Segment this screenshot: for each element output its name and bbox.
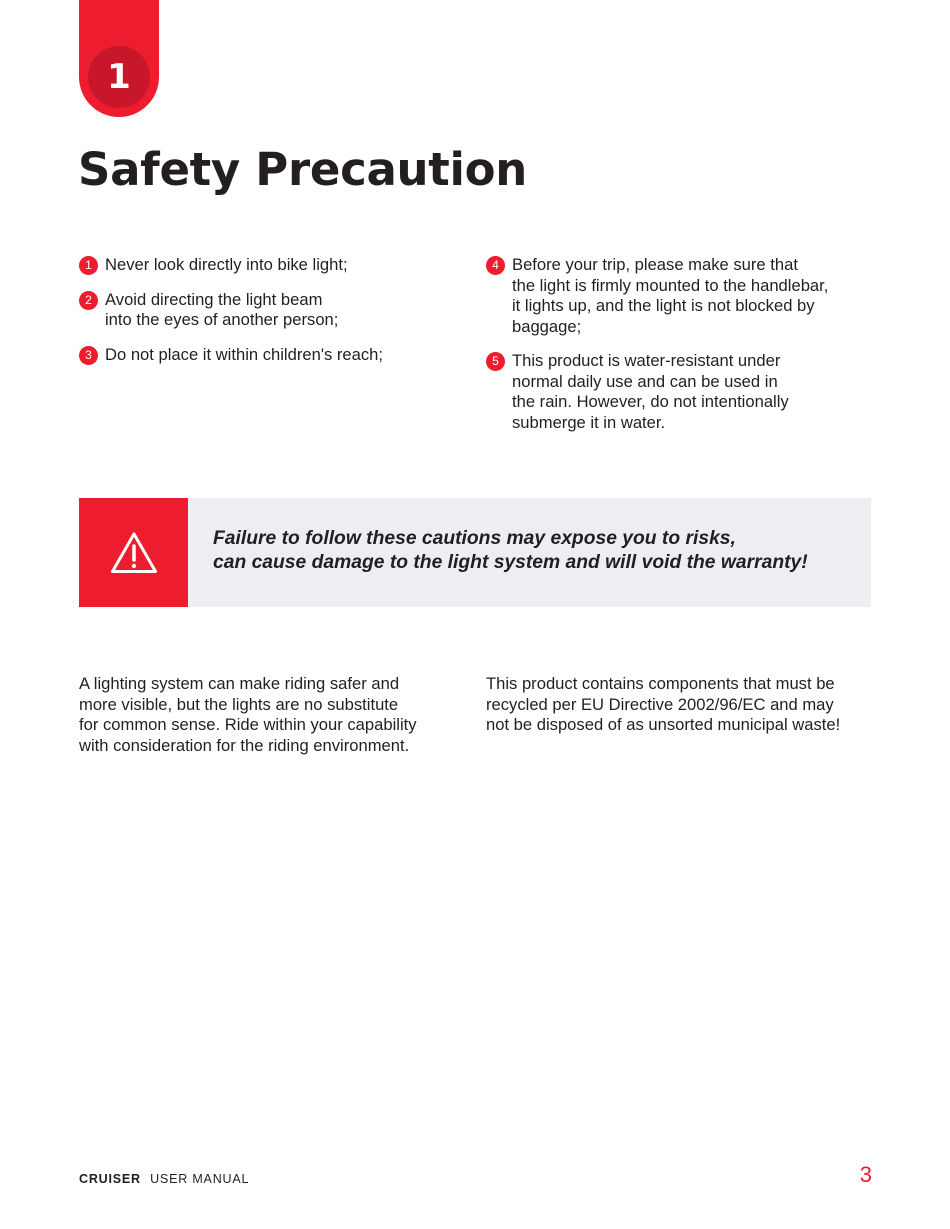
note-line: A lighting system can make riding safer and [79,674,400,693]
item-number-badge: 4 [486,256,505,275]
item-number-badge: 1 [79,256,98,275]
footer-brand [79,1172,249,1186]
precaution-text: baggage; [512,316,582,336]
warning-line: can cause damage to the light system and will void the warranty! [213,551,808,573]
precautions-left-column [79,255,479,379]
note-line: more visible, but the lights are no substitute [79,694,399,714]
precaution-item [486,351,886,433]
page-title: Safety Precaution [78,143,527,196]
note-line: with consideration for the riding environment. [79,735,410,755]
page-number: 3 [859,1162,872,1187]
chapter-number: 1 [88,46,150,108]
note-line: recycled per EU Directive 2002/96/EC and may [486,694,834,714]
item-number-badge: 5 [486,352,505,371]
precaution-text: Never look directly into bike light; [105,255,348,274]
warning-line: Failure to follow these cautions may expose you to risks, [213,528,736,549]
item-number-badge: 2 [79,291,98,310]
precaution-text: submerge it in water. [512,412,666,432]
precaution-text: the rain. However, do not intentionally [512,392,789,411]
note-recycling [486,674,881,736]
precaution-item [79,255,479,276]
note-lighting [79,674,454,756]
precaution-text: the light is firmly mounted to the handlebar, [512,275,829,295]
precaution-text: Do not place it within children's reach; [105,344,384,364]
warning-banner [79,498,871,607]
precautions-right-column [486,255,886,447]
brand-name: CRUISER [79,1172,141,1186]
manual-label: USER MANUAL [150,1172,250,1186]
precaution-item [486,255,886,337]
precaution-text: This product is water-resistant under [512,351,781,370]
note-line: not be disposed of as unsorted municipal waste! [486,715,841,734]
precaution-text: normal daily use and can be used in [512,371,778,391]
note-line: This product contains components that must be [486,674,835,693]
precaution-text: Avoid directing the light beam [105,289,323,309]
note-line: for common sense. Ride within your capability [79,715,417,734]
warning-text [213,527,808,574]
precaution-text: Before your trip, please make sure that [512,255,798,274]
warning-triangle-icon [110,531,158,575]
chapter-tab [79,0,159,117]
precaution-text: into the eyes of another person; [105,310,339,329]
precaution-item [79,290,479,331]
warning-icon-box [79,498,188,607]
precaution-text: it lights up, and the light is not blocked by [512,296,815,315]
precaution-item [79,345,479,366]
item-number-badge: 3 [79,346,98,365]
